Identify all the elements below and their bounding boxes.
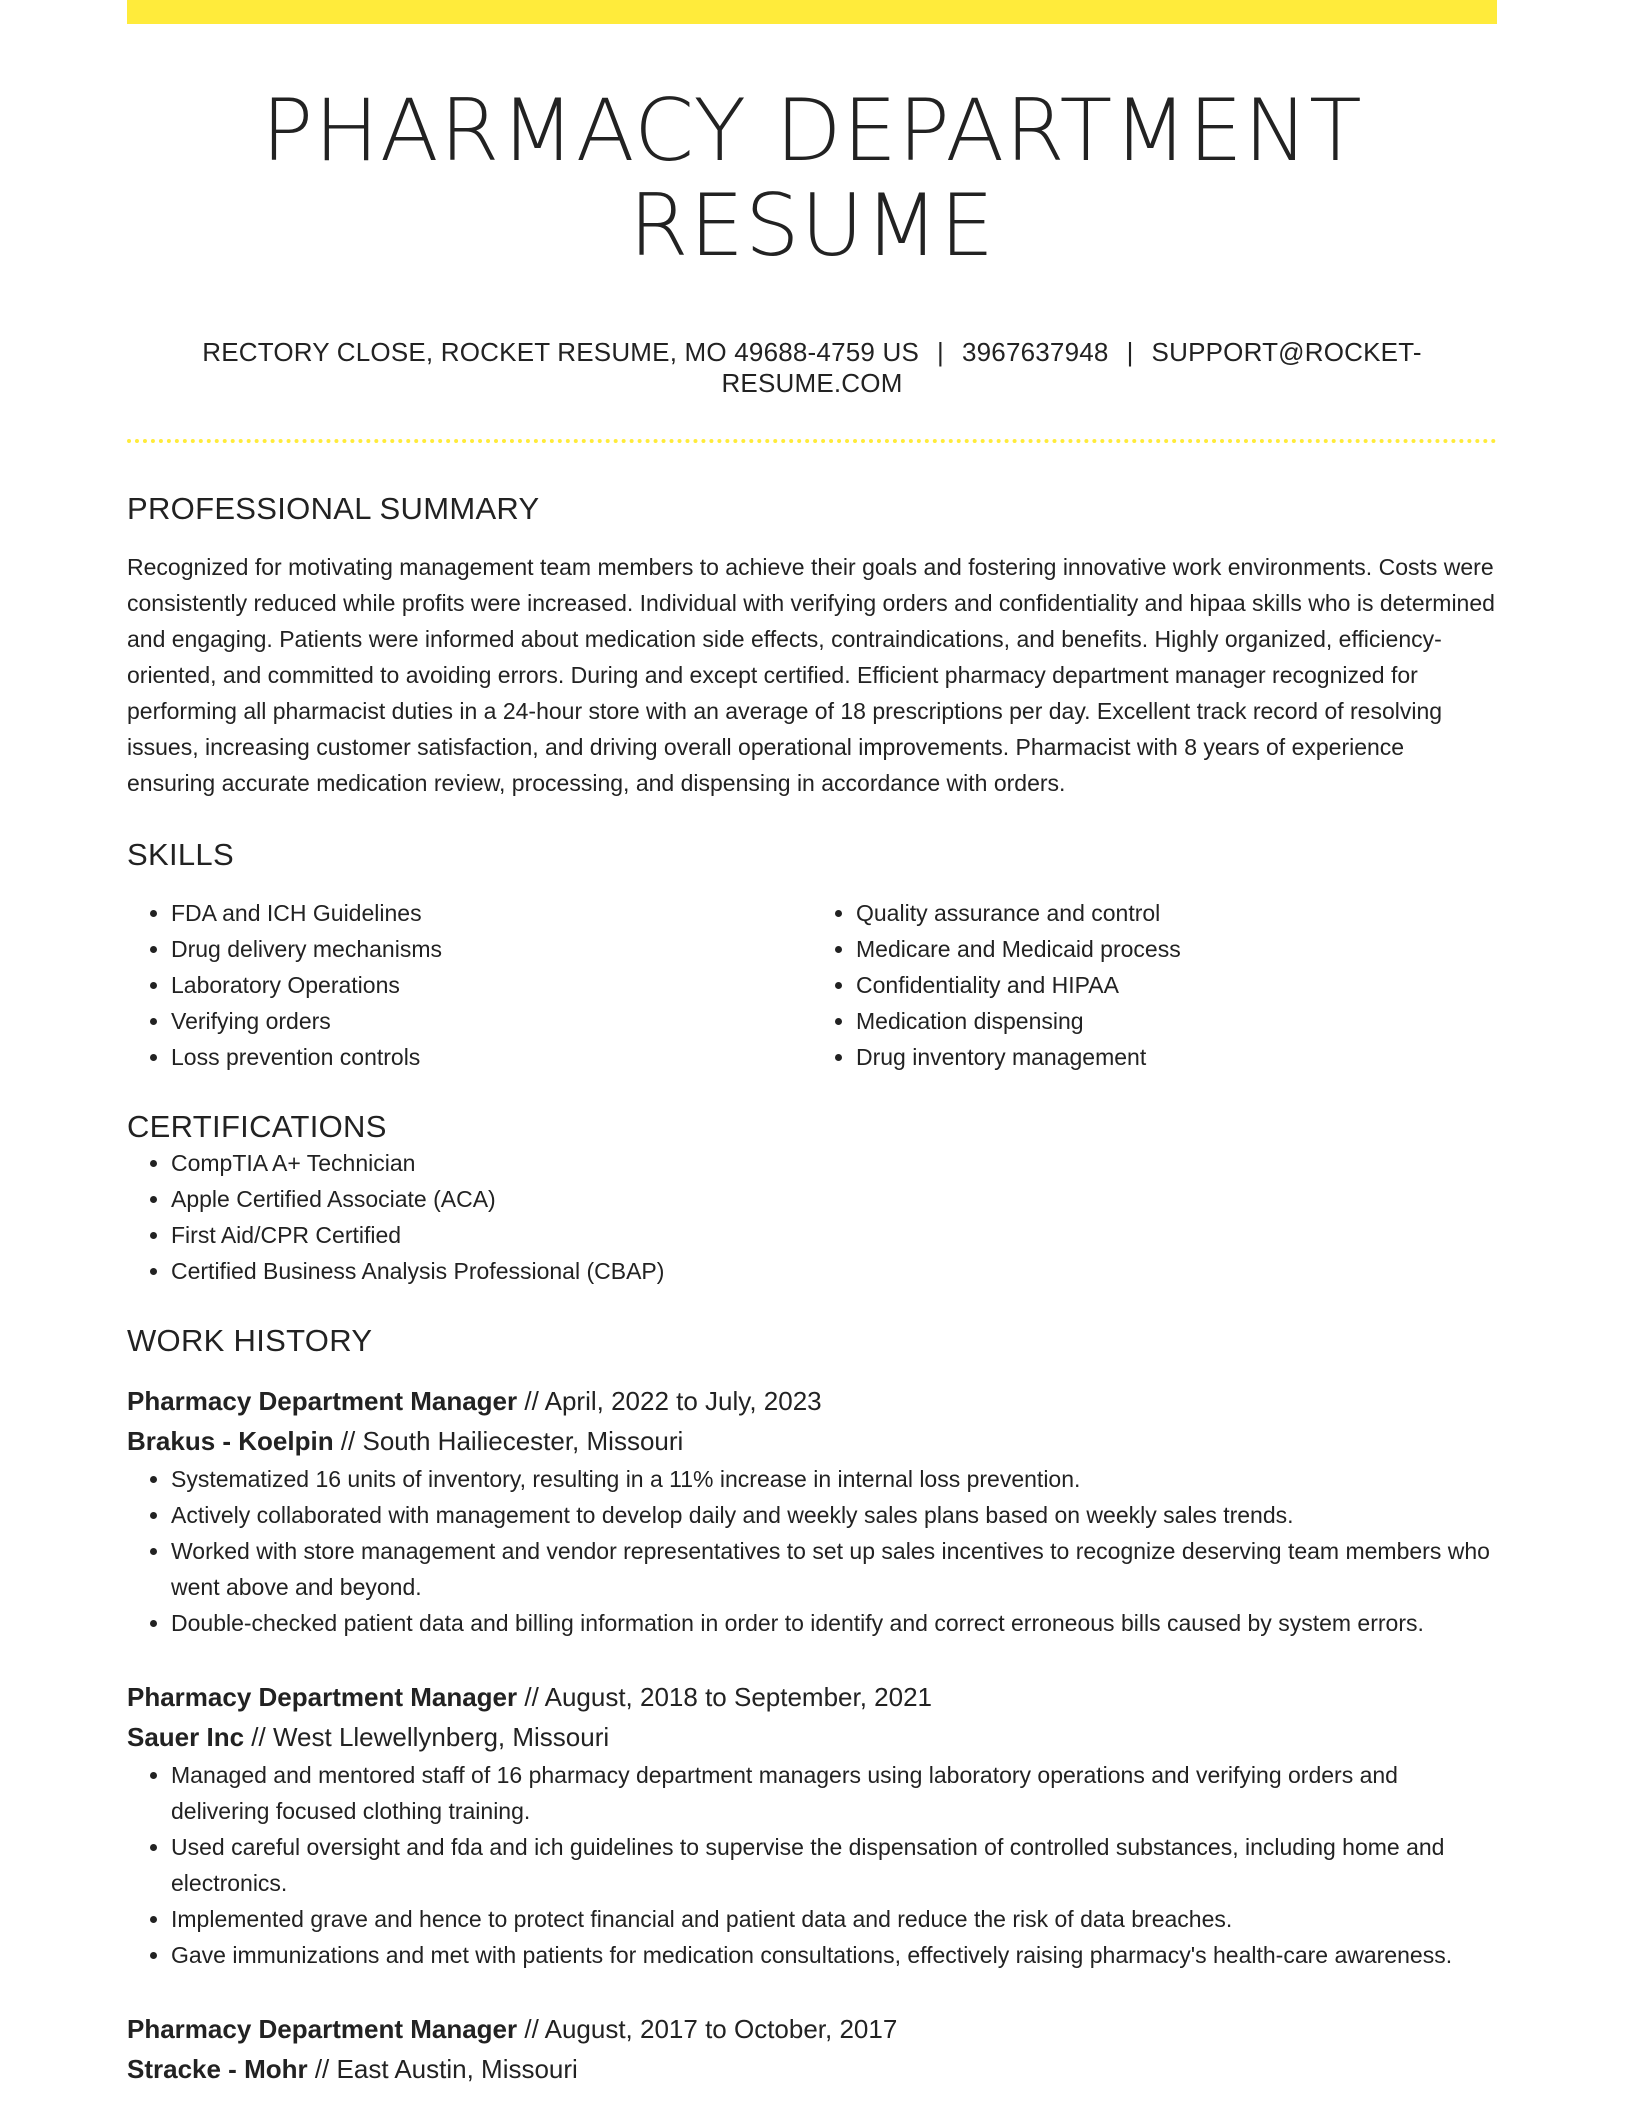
job-company-line bbox=[127, 2049, 1497, 2089]
job-location: West Llewellynberg, Missouri bbox=[272, 1722, 610, 1753]
certifications-list bbox=[127, 1145, 1497, 1289]
dotted-divider bbox=[127, 439, 1497, 443]
skill-item: • Drug delivery mechanisms bbox=[171, 931, 812, 967]
job-bullet-list bbox=[127, 1461, 1497, 1641]
contact-line bbox=[127, 337, 1497, 399]
summary-heading: PROFESSIONAL SUMMARY bbox=[127, 491, 540, 527]
job-divider: // bbox=[244, 1722, 273, 1753]
job-dates: August, 2018 to September, 2021 bbox=[544, 1682, 933, 1713]
job-bullet: • Systematized 16 units of inventory, resulting in a 11% increase in internal loss prevention. bbox=[171, 1461, 1497, 1497]
certifications-heading: CERTIFICATIONS bbox=[127, 1109, 387, 1145]
skill-item: • Drug inventory management bbox=[856, 1039, 1497, 1075]
resume-title: PHARMACY DEPARTMENT RESUME bbox=[261, 81, 1363, 276]
top-accent-bar bbox=[127, 0, 1497, 24]
job-company: Stracke - Mohr bbox=[127, 2054, 308, 2085]
contact-separator: | bbox=[937, 337, 944, 368]
certification-item: • CompTIA A+ Technician bbox=[171, 1145, 1497, 1181]
skill-item: • FDA and ICH Guidelines bbox=[171, 895, 812, 931]
job-location: East Austin, Missouri bbox=[336, 2054, 578, 2085]
job-bullet: • Implemented grave and hence to protect financial and patient data and reduce the risk of data breaches. bbox=[171, 1901, 1497, 1937]
job-entry bbox=[127, 1381, 1497, 1641]
job-entry bbox=[127, 1677, 1497, 1973]
job-role-line bbox=[127, 1381, 1497, 1421]
job-role: Pharmacy Department Manager bbox=[127, 2014, 518, 2045]
job-company: Sauer Inc bbox=[127, 1722, 245, 1753]
job-role: Pharmacy Department Manager bbox=[127, 1386, 518, 1417]
job-company-line bbox=[127, 1717, 1497, 1757]
skills-heading: SKILLS bbox=[127, 837, 234, 873]
job-entry bbox=[127, 2009, 1497, 2089]
skills-list-right bbox=[812, 895, 1497, 1075]
job-bullet: • Worked with store management and vendor representatives to set up sales incentives to recognize deserving team members who went above and beyond. bbox=[171, 1533, 1497, 1605]
job-bullet: • Used careful oversight and fda and ich guidelines to supervise the dispensation of controlled substances, including home and electronics. bbox=[171, 1829, 1497, 1901]
job-company: Brakus - Koelpin bbox=[127, 1426, 334, 1457]
job-bullet: • Gave immunizations and met with patients for medication consultations, effectively raising pharmacy's health-care awareness. bbox=[171, 1937, 1497, 1973]
job-divider: // bbox=[517, 1682, 545, 1713]
skill-item: • Medication dispensing bbox=[856, 1003, 1497, 1039]
contact-address: RECTORY CLOSE, ROCKET RESUME, MO 49688-4759 US bbox=[202, 337, 919, 368]
job-divider: // bbox=[333, 1426, 363, 1457]
contact-phone: 3967637948 bbox=[961, 337, 1109, 368]
job-location: South Hailiecester, Missouri bbox=[362, 1426, 684, 1457]
certification-item: • Apple Certified Associate (ACA) bbox=[171, 1181, 1497, 1217]
skill-item: • Verifying orders bbox=[171, 1003, 812, 1039]
skill-item: • Medicare and Medicaid process bbox=[856, 931, 1497, 967]
job-divider: // bbox=[307, 2054, 337, 2085]
job-divider: // bbox=[517, 2014, 545, 2045]
skills-list-left bbox=[127, 895, 812, 1075]
job-role: Pharmacy Department Manager bbox=[127, 1682, 518, 1713]
job-role-line bbox=[127, 2009, 1497, 2049]
contact-separator: | bbox=[1126, 337, 1134, 368]
job-dates: August, 2017 to October, 2017 bbox=[544, 2014, 898, 2045]
skill-item: • Laboratory Operations bbox=[171, 967, 812, 1003]
work-history-heading: WORK HISTORY bbox=[127, 1323, 373, 1359]
job-divider: // bbox=[517, 1386, 545, 1417]
job-bullet-list bbox=[127, 1757, 1497, 1973]
skills-columns bbox=[127, 895, 1497, 1075]
summary-text: Recognized for motivating management team members to achieve their goals and fostering innovative work environments. Costs were consistently reduced while profits were increased. Individual with verifying orders and confidentiality and hipaa skills who is determined and engaging. Patients were informed about medication side effects, contraindications, and benefits. Highly organized, efficiency-oriented, and committed to avoiding errors. During and except certified. Efficient pharmacy department manager recognized for performing all pharmacist duties in a 24-hour store with an average of 18 prescriptions per day. Excellent track record of resolving issues, increasing customer satisfaction, and driving overall operational improvements. Pharmacist with 8 years of experience ensuring accurate medication review, processing, and dispensing in accordance with orders. bbox=[127, 554, 1495, 797]
job-bullet: • Actively collaborated with management to develop daily and weekly sales plans based on weekly sales trends. bbox=[171, 1497, 1497, 1533]
certification-item: • Certified Business Analysis Professional (CBAP) bbox=[171, 1253, 1497, 1289]
skill-item: • Loss prevention controls bbox=[171, 1039, 812, 1075]
skill-item: • Confidentiality and HIPAA bbox=[856, 967, 1497, 1003]
job-dates: April, 2022 to July, 2023 bbox=[544, 1386, 822, 1417]
job-bullet: • Double-checked patient data and billing information in order to identify and correct erroneous bills caused by system errors. bbox=[171, 1605, 1497, 1641]
skill-item: • Quality assurance and control bbox=[856, 895, 1497, 931]
certification-item: • First Aid/CPR Certified bbox=[171, 1217, 1497, 1253]
resume-page bbox=[127, 0, 1497, 2089]
job-role-line bbox=[127, 1677, 1497, 1717]
contact-email: SUPPORT@ROCKET-RESUME.COM bbox=[721, 337, 1422, 399]
job-bullet: • Managed and mentored staff of 16 pharmacy department managers using laboratory operations and verifying orders and delivering focused clothing training. bbox=[171, 1757, 1497, 1829]
job-company-line bbox=[127, 1421, 1497, 1461]
